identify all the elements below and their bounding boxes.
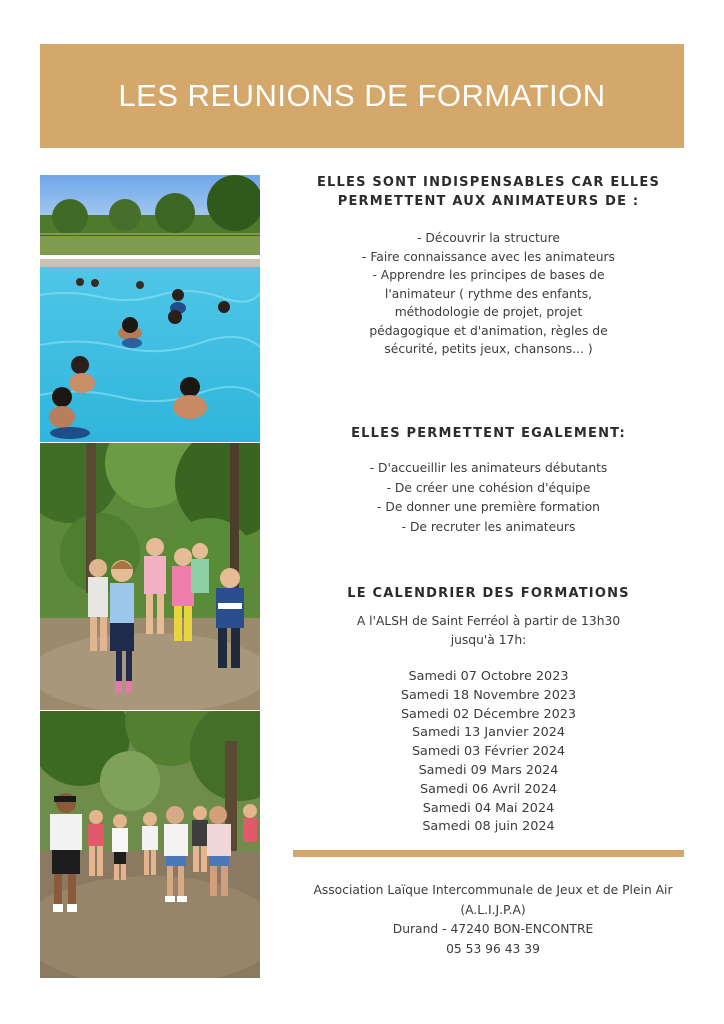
dates-list: [293, 668, 684, 837]
list-item: - Faire connaissance avec les animateurs: [362, 249, 615, 264]
date-item: Samedi 08 juin 2024: [422, 819, 555, 835]
list-item: - Apprendre les principes de bases de: [372, 268, 605, 282]
association-address: Durand - 47240 BON-ENCONTRE: [392, 922, 594, 936]
intro-line: A l'ALSH de Saint Ferréol à partir de 13h30: [356, 614, 621, 628]
children-in-forest-photo: [40, 443, 260, 710]
section-also: [293, 424, 684, 537]
title-banner: [40, 44, 684, 148]
list-item: méthodologie de projet, projet: [394, 305, 583, 319]
section-calendar: [293, 584, 684, 837]
contact-footer: [293, 881, 693, 959]
date-item: Samedi 18 Novembre 2023: [400, 687, 577, 703]
also-list: [293, 459, 684, 537]
list-item: - De recruter les animateurs: [401, 519, 576, 534]
list-item: - De créer une cohésion d'équipe: [386, 480, 591, 495]
purpose-list: [293, 229, 684, 359]
association-acronym: (A.L.I.J.P.A): [460, 902, 526, 917]
date-item: Samedi 13 Janvier 2024: [411, 725, 566, 741]
heading-line: ELLES SONT INDISPENSABLES CAR ELLES: [316, 175, 661, 190]
list-item: pédagogique et d'animation, règles de: [369, 323, 608, 338]
date-item: Samedi 06 Avril 2024: [420, 781, 557, 797]
section-purpose-heading: [293, 173, 684, 211]
section-calendar-heading: LE CALENDRIER DES FORMATIONS: [347, 586, 630, 601]
list-item: - D'accueillir les animateurs débutants: [369, 461, 608, 475]
list-item: - De donner une première formation: [377, 500, 600, 514]
page-title: LES REUNIONS DE FORMATION: [118, 78, 606, 113]
swimming-pool-photo: [40, 175, 260, 442]
association-phone: 05 53 96 43 39: [446, 941, 540, 956]
divider: [293, 850, 684, 857]
list-item: - Découvrir la structure: [417, 231, 560, 245]
date-item: Samedi 07 Octobre 2023: [408, 669, 569, 684]
heading-line: PERMETTENT AUX ANIMATEURS DE :: [337, 194, 640, 209]
children-dancing-outdoors-photo: [40, 711, 260, 978]
section-also-heading: ELLES PERMETTENT EGALEMENT:: [351, 426, 626, 441]
calendar-intro: [293, 612, 684, 649]
intro-line: jusqu'à 17h:: [450, 632, 527, 647]
date-item: Samedi 02 Décembre 2023: [400, 706, 577, 722]
date-item: Samedi 03 Février 2024: [411, 744, 566, 760]
list-item: sécurité, petits jeux, chansons... ): [384, 342, 593, 356]
association-name: Association Laïque Intercommunale de Jeux et de Plein Air: [313, 883, 673, 897]
date-item: Samedi 09 Mars 2024: [418, 762, 559, 778]
date-item: Samedi 04 Mai 2024: [422, 800, 555, 816]
list-item: l'animateur ( rythme des enfants,: [384, 286, 593, 301]
section-purpose: [293, 173, 684, 359]
